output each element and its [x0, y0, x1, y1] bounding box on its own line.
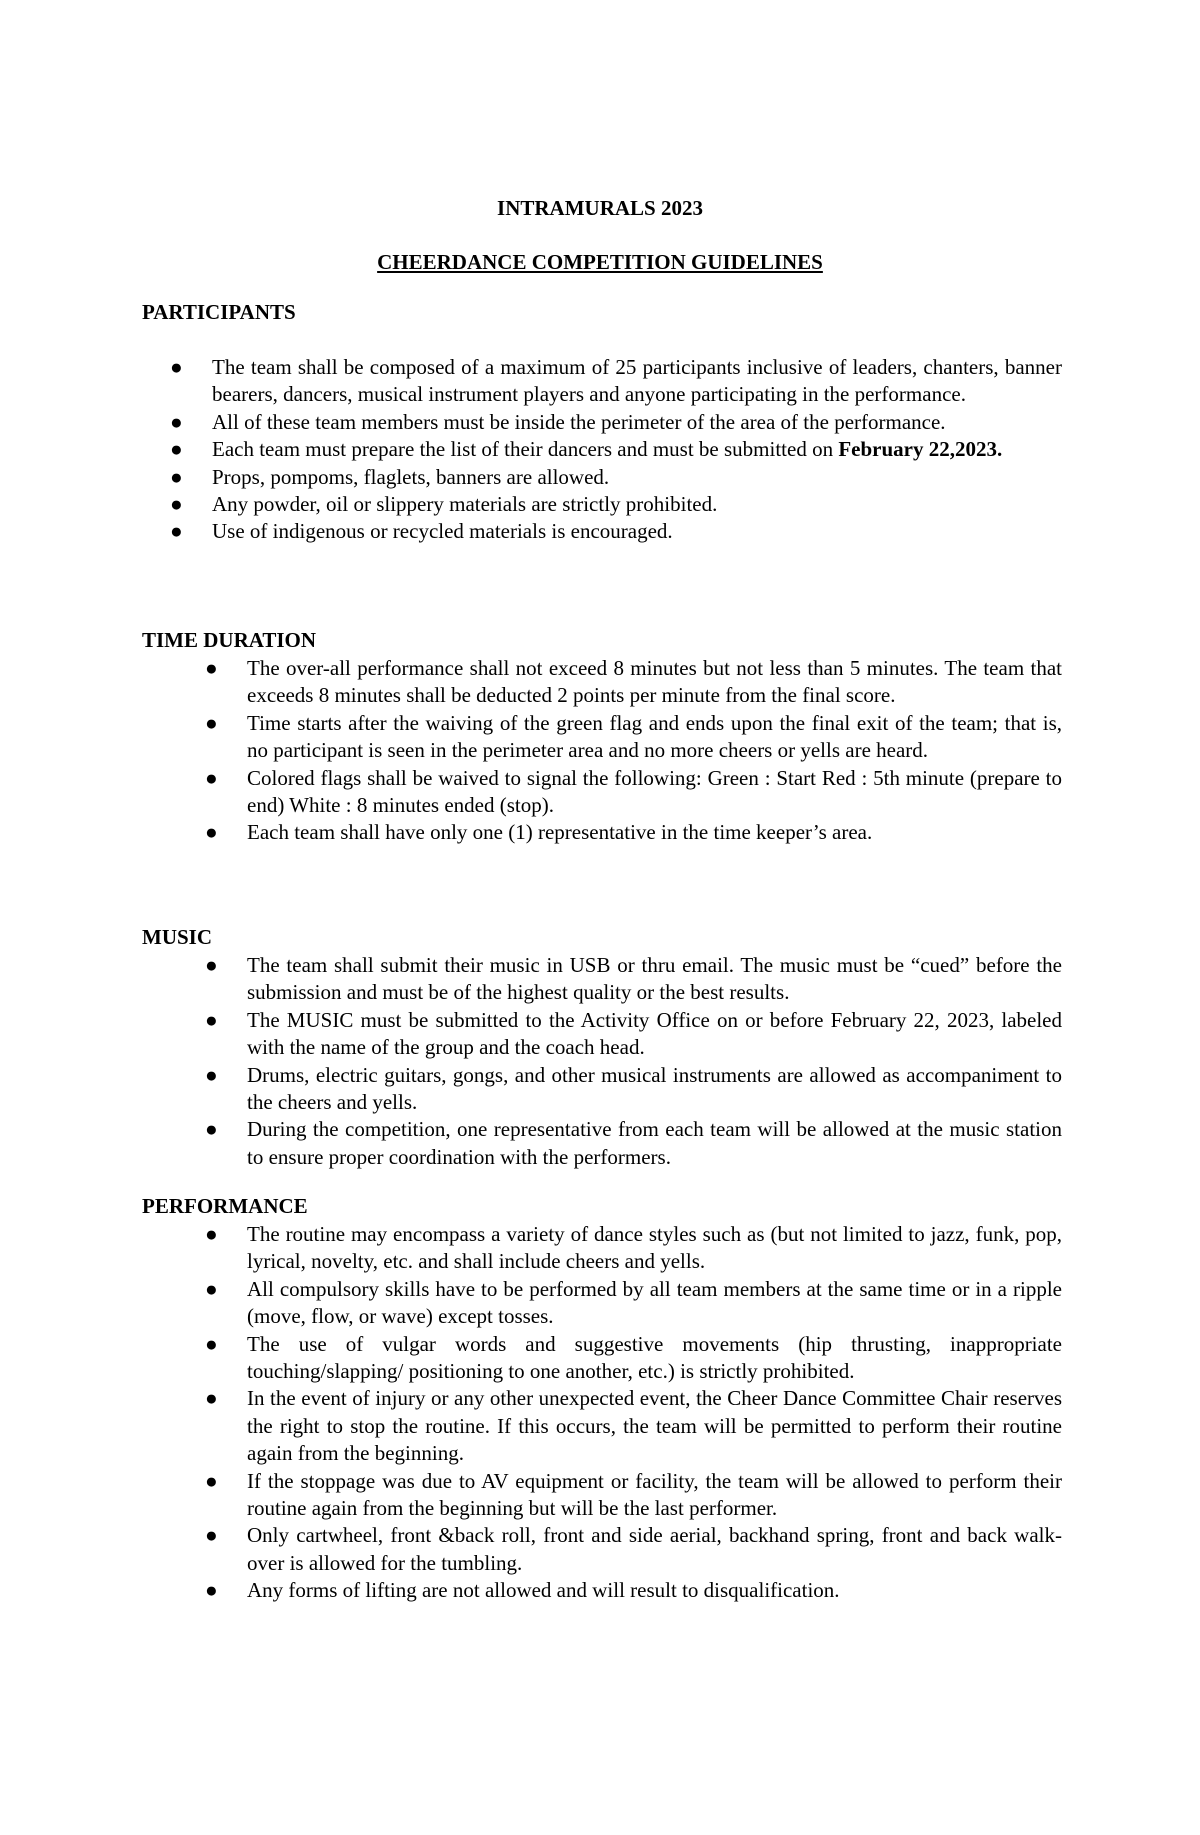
list-item: ● Each team shall have only one (1) representative in the time keeper’s area.	[247, 819, 1062, 846]
list-item: ● The MUSIC must be submitted to the Activity Office on or before February 22, 2023, labeled with the name of the group and the coach head.	[205, 1007, 1062, 1060]
list-item: ● All of these team members must be inside the perimeter of the area of the performance.	[212, 409, 1062, 436]
document-subtitle: CHEERDANCE COMPETITION GUIDELINES	[377, 250, 823, 274]
list-item: ● During the competition, one representative from each team will be allowed at the music station to ensure proper coordination with the performers.	[205, 1117, 1062, 1169]
bullet-icon: ●	[205, 1062, 218, 1087]
bullet-icon: ●	[205, 765, 218, 790]
bullet-icon: ●	[170, 464, 183, 489]
bullet-icon: ●	[205, 820, 218, 845]
bullet-icon: ●	[205, 656, 218, 680]
bullet-icon: ●	[205, 710, 218, 735]
list-item: ● The team shall be composed of a maximum of 25 participants inclusive of leaders, chanters, banner bearers, dancers, musical instrument players and anyone participating in the performance.	[170, 355, 1062, 407]
bullet-icon: ●	[205, 1578, 218, 1603]
bullet-icon: ●	[205, 1222, 218, 1246]
music-list	[205, 952, 1062, 1171]
list-item: ● Each team must prepare the list of their dancers and must be submitted on February 22,2023.	[212, 436, 1062, 463]
bullet-icon: ●	[205, 1007, 218, 1032]
list-item: ● The team shall submit their music in USB or thru email. The music must be “cued” before the submission and must be of the highest quality or the best results.	[205, 953, 1062, 1005]
list-item: ● Colored flags shall be waived to signal the following: Green : Start Red : 5th minute (prepare to end) White : 8 minutes ended (stop).	[205, 765, 1062, 818]
participants-list	[170, 354, 1062, 546]
performance-list	[205, 1221, 1062, 1605]
bullet-icon: ●	[170, 437, 183, 462]
submission-deadline: February 22,2023.	[838, 437, 1003, 462]
time-duration-list	[205, 655, 1062, 847]
list-item: ● Only cartwheel, front &back roll, front and side aerial, backhand spring, front and back walk-over is allowed for the tumbling.	[205, 1523, 1062, 1575]
bullet-icon: ●	[205, 1468, 218, 1493]
list-item: ● The over-all performance shall not exceed 8 minutes but not less than 5 minutes. The team that exceeds 8 minutes shall be deducted 2 points per minute from the final score.	[205, 656, 1062, 708]
section-heading-music: MUSIC	[142, 925, 213, 949]
section-heading-time-duration: TIME DURATION	[142, 628, 317, 652]
bullet-icon: ●	[205, 1117, 218, 1142]
list-item: ● Any powder, oil or slippery materials are strictly prohibited.	[212, 491, 1062, 518]
section-heading-participants: PARTICIPANTS	[142, 300, 296, 324]
bullet-icon: ●	[170, 492, 183, 517]
list-item: ● In the event of injury or any other unexpected event, the Cheer Dance Committee Chair reserves the right to stop the routine. If this occurs, the team will be permitted to perform their routine again from the beginning.	[205, 1386, 1062, 1466]
list-item: ● Time starts after the waiving of the green flag and ends upon the final exit of the team; that is, no participant is seen in the perimeter area and no more cheers or yells are heard.	[205, 710, 1062, 763]
list-item: ● All compulsory skills have to be performed by all team members at the same time or in a ripple (move, flow, or wave) except tosses.	[205, 1276, 1062, 1329]
bullet-icon: ●	[170, 519, 183, 544]
bullet-icon: ●	[205, 1331, 218, 1356]
bullet-icon: ●	[205, 1523, 218, 1548]
list-item: ● Any forms of lifting are not allowed and will result to disqualification.	[247, 1577, 1062, 1604]
list-item: ● Use of indigenous or recycled materials is encouraged.	[212, 518, 1062, 545]
document-title: INTRAMURALS 2023	[497, 196, 703, 220]
bullet-icon: ●	[205, 953, 218, 977]
list-item: ● The routine may encompass a variety of dance styles such as (but not limited to jazz, funk, pop, lyrical, novelty, etc. and shall include cheers and yells.	[205, 1222, 1062, 1274]
list-item: ● Props, pompoms, flaglets, banners are allowed.	[212, 464, 1062, 491]
bullet-icon: ●	[170, 409, 183, 434]
bullet-icon: ●	[205, 1386, 218, 1411]
list-item: ● The use of vulgar words and suggestive movements (hip thrusting, inappropriate touching/slapping/ positioning to one another, etc.) is strictly prohibited.	[205, 1331, 1062, 1384]
list-item: ● If the stoppage was due to AV equipment or facility, the team will be allowed to perform their routine again from the beginning but will be the last performer.	[205, 1468, 1062, 1521]
bullet-icon: ●	[205, 1276, 218, 1301]
bullet-icon: ●	[170, 355, 183, 379]
section-heading-performance: PERFORMANCE	[142, 1194, 308, 1218]
list-item: ● Drums, electric guitars, gongs, and other musical instruments are allowed as accompaniment to the cheers and yells.	[205, 1062, 1062, 1115]
